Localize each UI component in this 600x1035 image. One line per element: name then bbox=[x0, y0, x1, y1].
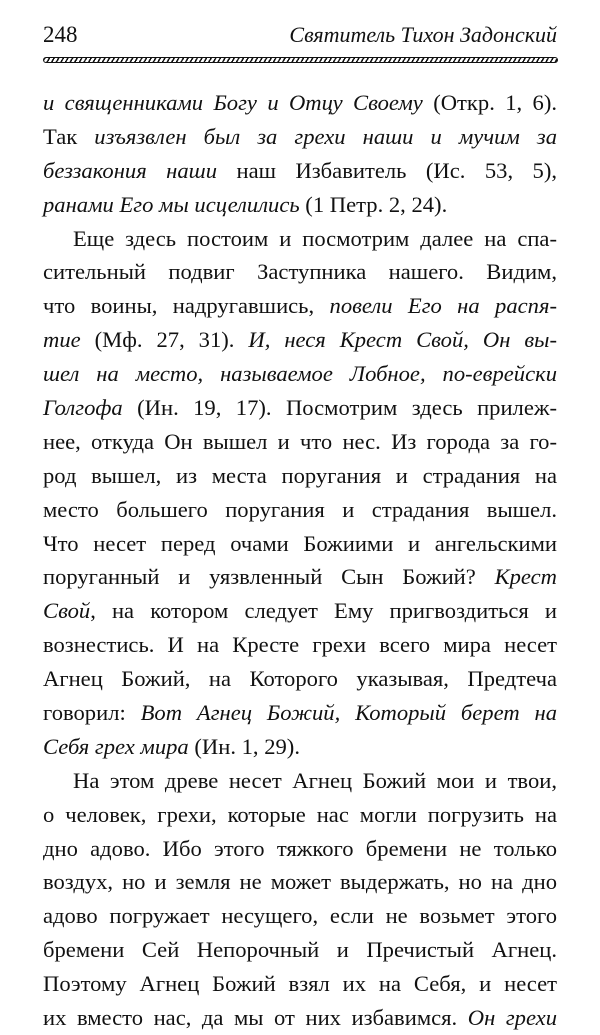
text-line bbox=[43, 1001, 557, 1035]
text-line bbox=[43, 289, 557, 323]
italic-quote-segment: Крест bbox=[494, 564, 557, 590]
page-number: 248 bbox=[43, 22, 78, 47]
italic-quote-segment: беззакония наши bbox=[43, 157, 218, 183]
text-segment: воздух, но и земля не может выдержать, но на дно bbox=[43, 869, 557, 895]
text-segment: Еще здесь постоим и посмотрим далее на спа- bbox=[73, 225, 557, 251]
text-line bbox=[43, 560, 557, 594]
text-segment: адово погружает несущего, если не возьмет этого bbox=[43, 903, 557, 929]
text-segment: сительный подвиг Заступника нашего. Видим, bbox=[43, 259, 557, 285]
text-line bbox=[43, 933, 557, 967]
text-segment: (Ин. 1, 29). bbox=[188, 733, 300, 759]
text-line bbox=[43, 899, 557, 933]
italic-quote-segment: тие bbox=[43, 327, 81, 353]
text-line bbox=[43, 696, 557, 730]
decorative-rope-rule bbox=[43, 57, 558, 63]
text-line bbox=[43, 662, 557, 696]
text-line bbox=[43, 459, 557, 493]
text-line bbox=[43, 255, 557, 289]
text-segment: бремени Сей Непорочный и Пречистый Агнец. bbox=[43, 937, 557, 963]
text-segment: место большего поругания и страдания вышел. bbox=[43, 496, 557, 522]
italic-quote-segment: И, неся Крест Свой, Он вы- bbox=[248, 327, 557, 353]
text-segment: (Мф. 27, 31). bbox=[80, 327, 249, 353]
text-line bbox=[43, 865, 557, 899]
text-line bbox=[43, 120, 557, 154]
body-text bbox=[43, 86, 557, 1035]
text-segment: поруганный и уязвленный Сын Божий? bbox=[43, 564, 495, 590]
text-segment: Поэтому Агнец Божий взял их на Себя, и несет bbox=[43, 971, 557, 997]
paragraph-first-line bbox=[43, 222, 557, 256]
text-line bbox=[43, 967, 557, 1001]
text-segment: что воины, надругавшись, bbox=[43, 293, 330, 319]
page-header bbox=[43, 18, 557, 52]
text-segment: род вышел, из места поругания и страдания на bbox=[43, 462, 557, 488]
italic-quote-segment: Себя грех мира bbox=[43, 733, 189, 759]
text-segment: вознестись. И на Кресте грехи всего мира несет bbox=[43, 632, 557, 658]
text-line bbox=[43, 628, 557, 662]
italic-quote-segment: и священниками Богу и Отцу Своему bbox=[43, 90, 423, 115]
text-line bbox=[43, 86, 557, 120]
text-line bbox=[43, 527, 557, 561]
text-segment: нее, откуда Он вышел и что нес. Из города за го- bbox=[43, 428, 557, 454]
text-segment: Что несет перед очами Божиими и ангельскими bbox=[43, 530, 557, 556]
text-segment: о человек, грехи, которые нас могли погрузить на bbox=[43, 801, 557, 827]
text-line bbox=[43, 798, 557, 832]
text-segment: Агнец Божий, на Которого указывая, Предтеча bbox=[43, 666, 557, 692]
italic-quote-segment: шел на место, называемое Лобное, по-еврейски bbox=[43, 361, 557, 387]
text-line bbox=[43, 730, 557, 764]
text-segment: их вместо нас, да мы от них избавимся. bbox=[43, 1005, 468, 1031]
text-line bbox=[43, 832, 557, 866]
text-segment: (Ин. 19, 17). Посмотрим здесь прилеж- bbox=[122, 395, 557, 421]
text-line bbox=[43, 425, 557, 459]
italic-quote-segment: повели Его на распя- bbox=[329, 293, 557, 319]
text-line bbox=[43, 391, 557, 425]
italic-quote-segment: изъязвлен был за грехи наши и мучим за bbox=[94, 123, 557, 149]
text-segment: (1 Петр. 2, 24). bbox=[299, 191, 448, 217]
paragraph-first-line bbox=[43, 764, 557, 798]
text-segment: дно адово. Ибо этого тяжкого бремени не только bbox=[43, 835, 557, 861]
text-line bbox=[43, 323, 557, 357]
text-segment: На этом древе несет Агнец Божий мои и твои, bbox=[73, 767, 557, 793]
running-title: Святитель Тихон Задонский bbox=[289, 22, 557, 47]
italic-quote-segment: Он грехи bbox=[467, 1005, 558, 1031]
text-line bbox=[43, 493, 557, 527]
italic-quote-segment: Свой bbox=[43, 598, 91, 624]
italic-quote-segment: Голгофа bbox=[43, 395, 123, 421]
text-line bbox=[43, 594, 557, 628]
text-segment: Так bbox=[43, 123, 95, 149]
text-segment: говорил: bbox=[43, 700, 141, 726]
text-segment: наш Избавитель (Ис. 53, 5), bbox=[217, 157, 557, 183]
italic-quote-segment: Вот Агнец Божий, Который берет на bbox=[140, 700, 557, 726]
text-line bbox=[43, 154, 557, 188]
text-line bbox=[43, 357, 557, 391]
text-segment: (Откр. 1, 6). bbox=[422, 90, 558, 115]
text-line bbox=[43, 188, 557, 222]
italic-quote-segment: ранами Его мы исцелились bbox=[43, 191, 300, 217]
text-segment: , на котором следует Ему пригвоздиться и bbox=[90, 598, 557, 624]
